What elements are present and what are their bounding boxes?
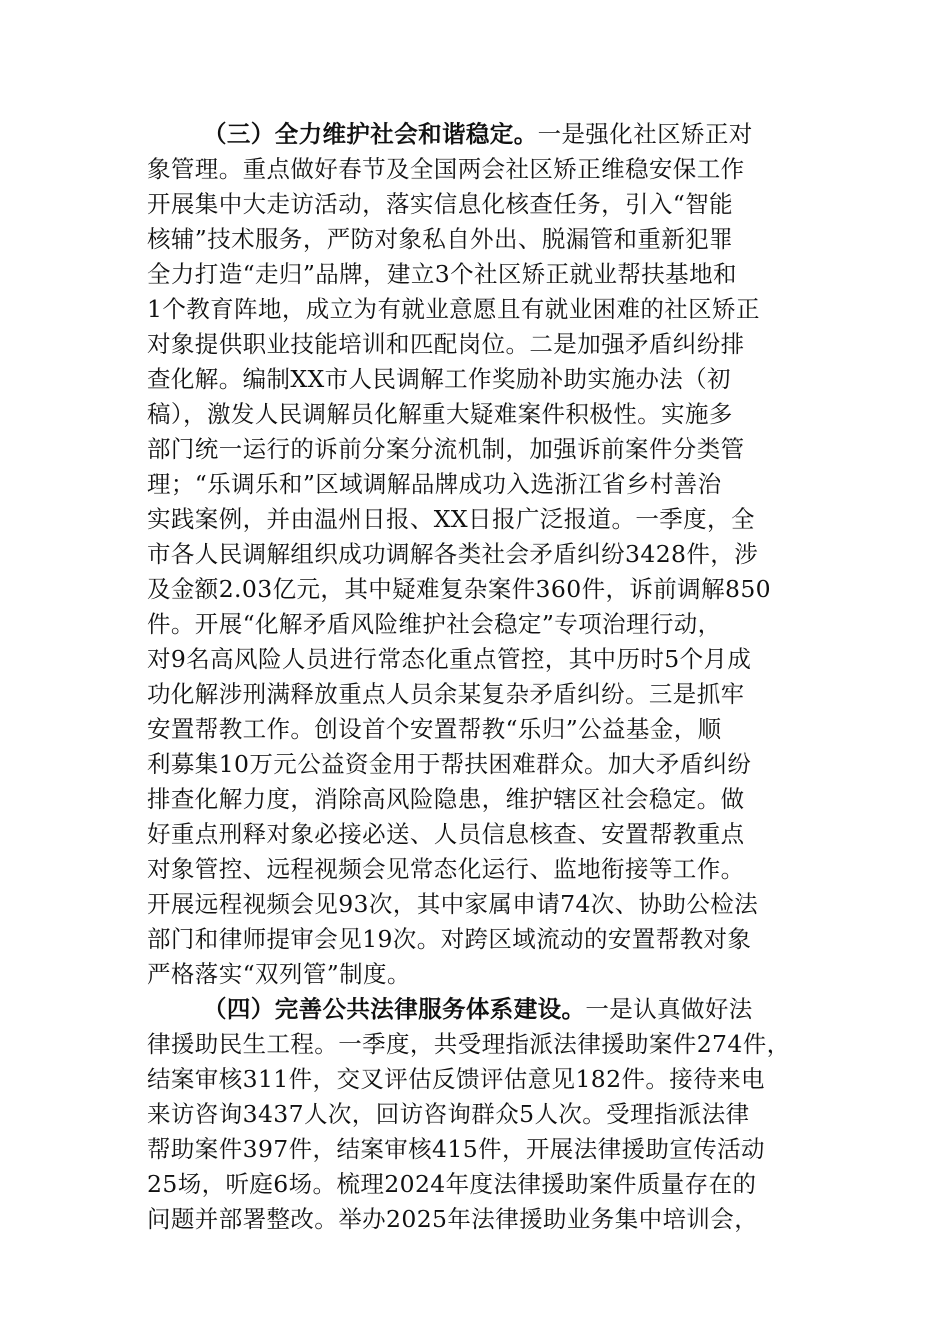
text-line: 部门和律师提审会见19次。对跨区域流动的安置帮教对象 (147, 925, 752, 953)
paragraph-3-first-line (147, 117, 827, 152)
text-line: 律援助民生工程。一季度，共受理指派法律援助案件274件， (147, 1030, 791, 1058)
text-line: 核辅”技术服务，严防对象私自外出、脱漏管和重新犯罪 (147, 225, 734, 253)
text-line: 严格落实“双列管”制度。 (147, 960, 411, 988)
text-line: 25场，听庭6场。梳理2024年度法律援助案件质量存在的 (147, 1170, 757, 1198)
text-line: 结案审核311件，交叉评估反馈评估意见182件。接待来电 (147, 1065, 765, 1093)
text-line: 开展集中大走访活动，落实信息化核查任务，引入“智能 (147, 190, 734, 218)
text-line: 安置帮教工作。创设首个安置帮教“乐归”公益基金，顺 (147, 715, 722, 743)
paragraph-4-heading: （四）完善公共法律服务体系建设。 (203, 995, 586, 1023)
paragraph-3-heading: （三）全力维护社会和谐稳定。 (203, 120, 538, 148)
paragraph-3-first-line-text: 一是强化社区矫正对 (537, 120, 753, 148)
text-line: 稿），激发人民调解员化解重大疑难案件积极性。实施多 (147, 400, 733, 428)
text-line: 开展远程视频会见93次，其中家属申请74次、协助公检法 (147, 890, 759, 918)
text-line: 实践案例，并由温州日报、XX日报广泛报道。一季度，全 (147, 505, 755, 533)
paragraph-4-first-line (147, 992, 827, 1027)
text-line: 利募集10万元公益资金用于帮扶困难群众。加大矛盾纠纷 (147, 750, 752, 778)
text-line: 查化解。编制XX市人民调解工作奖励补助实施办法（初 (147, 365, 731, 393)
text-line: 来访咨询3437人次，回访咨询群众5人次。受理指派法律 (147, 1100, 750, 1128)
text-line: 市各人民调解组织成功调解各类社会矛盾纠纷3428件，涉 (147, 540, 759, 568)
text-line: 排查化解力度，消除高风险隐患，维护辖区社会稳定。做 (147, 785, 745, 813)
text-line: 问题并部署整改。举办2025年法律援助业务集中培训会， (147, 1205, 759, 1233)
text-line: 象管理。重点做好春节及全国两会社区矫正维稳安保工作 (147, 155, 745, 183)
text-line: 1个教育阵地，成立为有就业意愿且有就业困难的社区矫正 (147, 295, 760, 323)
text-line: 理；“乐调乐和”区域调解品牌成功入选浙江省乡村善治 (147, 470, 722, 498)
text-line: 功化解涉刑满释放重点人员余某复杂矛盾纠纷。三是抓牢 (147, 680, 745, 708)
text-line: 件。开展“化解矛盾风险维护社会稳定”专项治理行动， (147, 610, 722, 638)
text-line: 全力打造“走归”品牌，建立3个社区矫正就业帮扶基地和 (147, 260, 737, 288)
text-line: 对象提供职业技能培训和匹配岗位。二是加强矛盾纠纷排 (147, 330, 745, 358)
text-line: 及金额2.03亿元，其中疑难复杂案件360件，诉前调解850 (147, 575, 772, 603)
text-line: 对9名高风险人员进行常态化重点管控，其中历时5个月成 (147, 645, 752, 673)
text-line: 对象管控、远程视频会见常态化运行、监地衔接等工作。 (147, 855, 745, 883)
paragraph-4-first-line-text: 一是认真做好法 (585, 995, 753, 1023)
body-text (147, 117, 827, 1237)
text-line: 部门统一运行的诉前分案分流机制，加强诉前案件分类管 (147, 435, 745, 463)
text-line: 帮助案件397件，结案审核415件，开展法律援助宣传活动 (147, 1135, 765, 1163)
text-line: 好重点刑释对象必接必送、人员信息核查、安置帮教重点 (147, 820, 745, 848)
